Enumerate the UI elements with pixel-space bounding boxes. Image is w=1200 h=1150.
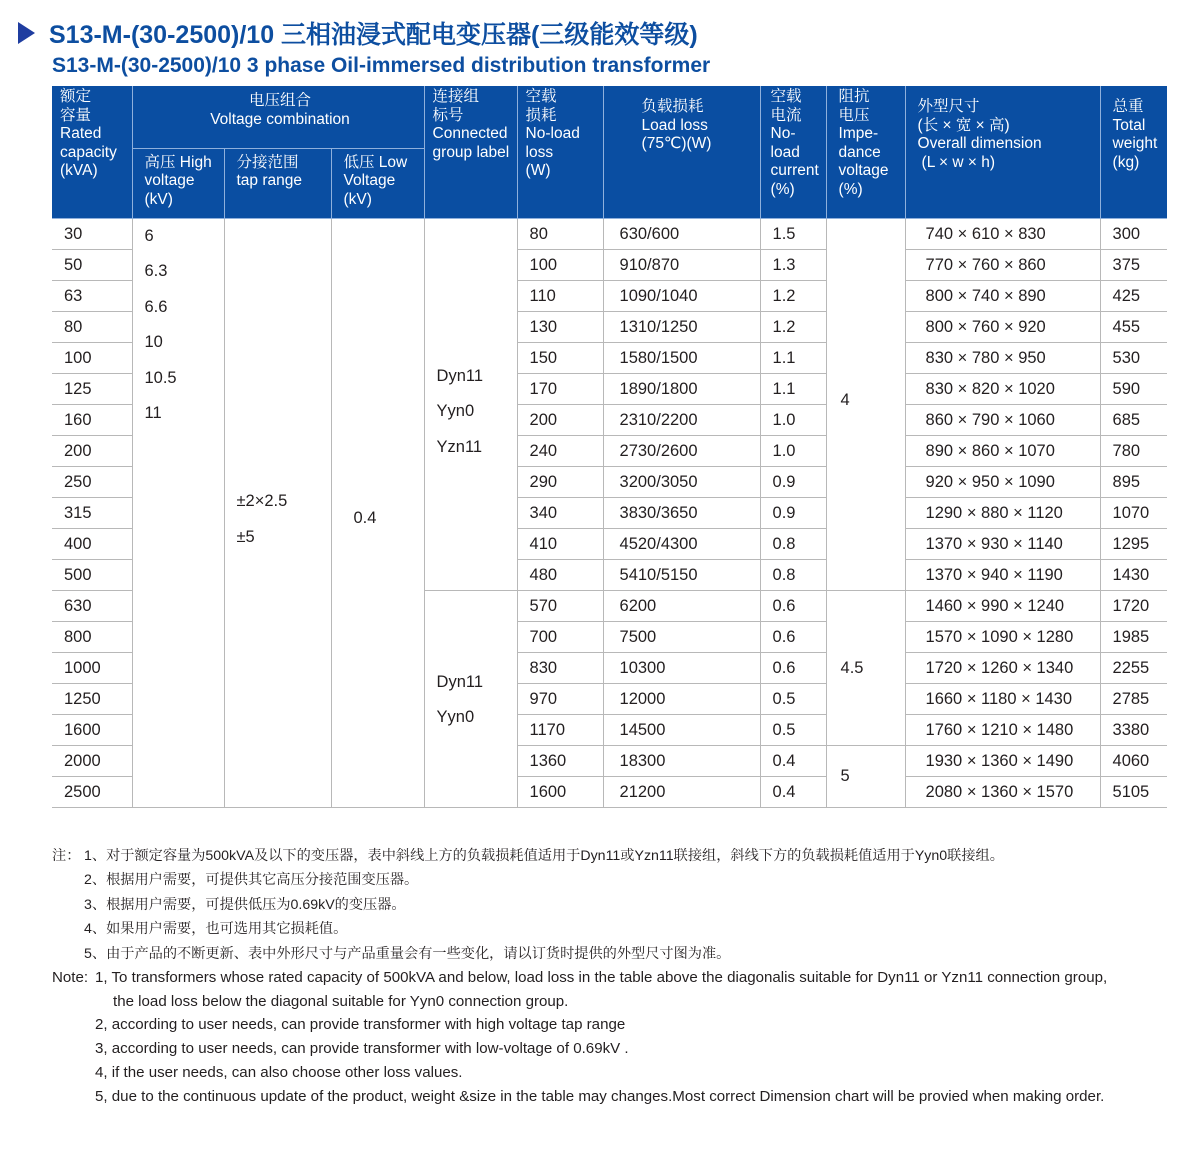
cell-dimension: 770 × 760 × 860 [905, 249, 1100, 280]
cell-weight: 2255 [1100, 652, 1167, 683]
cell-no-load-current: 1.2 [760, 311, 826, 342]
cell-no-load-current: 0.8 [760, 528, 826, 559]
header-voltage-combination [132, 86, 424, 148]
header-text: (kV) [343, 190, 372, 208]
header-text: Rated [60, 125, 102, 142]
cell-impedance: 4.5 [826, 590, 905, 745]
cell-load-loss: 3200/3050 [603, 466, 760, 497]
cell-no-load-current: 1.3 [760, 249, 826, 280]
cell-weight: 375 [1100, 249, 1167, 280]
cell-dimension: 1660 × 1180 × 1430 [905, 683, 1100, 714]
cell-no-load-loss: 100 [517, 249, 603, 280]
cell-no-load-current: 1.1 [760, 373, 826, 404]
cell-dimension: 1930 × 1360 × 1490 [905, 745, 1100, 776]
cell-high-voltage-value: 6.3 [144, 262, 168, 280]
cell-weight: 590 [1100, 373, 1167, 404]
cell-high-voltage-value: 10 [144, 333, 163, 351]
cell-capacity: 80 [52, 311, 132, 342]
cell-dimension: 830 × 820 × 1020 [905, 373, 1100, 404]
cell-tap-range-value: ±2×2.5 [236, 491, 288, 510]
notes-cn [52, 844, 1004, 966]
cell-dimension: 740 × 610 × 830 [905, 218, 1100, 249]
header-text: (75℃)(W) [641, 135, 712, 152]
cell-no-load-loss: 1170 [517, 714, 603, 745]
cell-weight: 895 [1100, 466, 1167, 497]
cell-no-load-loss: 340 [517, 497, 603, 528]
cell-capacity: 400 [52, 528, 132, 559]
cell-no-load-current: 0.5 [760, 714, 826, 745]
header-total-weight [1100, 86, 1167, 218]
cell-high-voltage-value: 11 [144, 404, 162, 422]
cell-high-voltage-value: 6.6 [144, 297, 168, 316]
cell-dimension: 1760 × 1210 × 1480 [905, 714, 1100, 745]
header-connection-group [424, 86, 517, 218]
cell-no-load-current: 1.1 [760, 342, 826, 373]
cell-load-loss: 2310/2200 [603, 404, 760, 435]
cell-capacity: 1000 [52, 652, 132, 683]
cell-load-loss: 630/600 [603, 218, 760, 249]
cell-weight: 1985 [1100, 621, 1167, 652]
notes-cn-prefix: 注： [52, 848, 81, 864]
header-text: Voltage [343, 172, 396, 189]
header-text: 分接范围 [236, 153, 299, 171]
header-text: group label [432, 143, 510, 161]
title-block [14, 18, 710, 80]
cell-dimension: 830 × 780 × 950 [905, 342, 1100, 373]
cell-capacity: 1250 [52, 683, 132, 714]
header-text: 标号 [432, 106, 464, 124]
cell-dimension: 890 × 860 × 1070 [905, 435, 1100, 466]
cell-capacity: 200 [52, 435, 132, 466]
cell-weight: 1295 [1100, 528, 1167, 559]
note-cn-3: 3、根据用户需要，可提供低压为0.69kV的变压器。 [84, 896, 406, 913]
header-rated-capacity [52, 86, 132, 218]
header-text: 总重 [1112, 98, 1144, 115]
notes-en [52, 966, 1107, 1108]
note-cn-1 [52, 844, 1004, 868]
cell-load-loss: 12000 [603, 683, 760, 714]
cell-no-load-loss: 110 [517, 280, 603, 311]
header-text: Overall dimension [917, 135, 1042, 152]
header-text: 连接组 [432, 88, 480, 105]
cell-load-loss: 18300 [603, 745, 760, 776]
cell-no-load-loss: 290 [517, 466, 603, 497]
header-text: weight [1112, 135, 1158, 152]
cell-no-load-current: 0.6 [760, 590, 826, 621]
cell-weight: 1070 [1100, 497, 1167, 528]
header-text: (%) [838, 180, 863, 198]
cell-no-load-current: 1.0 [760, 435, 826, 466]
cell-no-load-loss: 570 [517, 590, 603, 621]
note-cn-5: 5、由于产品的不断更新、表中外形尺寸与产品重量会有一些变化，请以订货时提供的外型尺寸图为准。 [84, 945, 731, 962]
cell-capacity: 630 [52, 590, 132, 621]
header-text: 空载 [770, 88, 802, 105]
cell-weight: 4060 [1100, 745, 1167, 776]
cell-capacity: 125 [52, 373, 132, 404]
cell-no-load-current: 1.0 [760, 404, 826, 435]
cell-no-load-current: 0.6 [760, 652, 826, 683]
header-text: 低压 Low [343, 153, 408, 171]
cell-load-loss: 910/870 [603, 249, 760, 280]
cell-capacity: 1600 [52, 714, 132, 745]
cell-no-load-current: 0.6 [760, 621, 826, 652]
header-text: (kV) [144, 190, 173, 208]
header-text: Voltage combination [210, 110, 350, 128]
header-text: Impe- [838, 125, 879, 142]
header-text: current [770, 162, 819, 179]
cell-capacity: 500 [52, 559, 132, 590]
cell-load-loss: 14500 [603, 714, 760, 745]
header-text: 损耗 [525, 106, 557, 124]
cell-no-load-current: 0.4 [760, 745, 826, 776]
header-text: (W) [525, 162, 551, 179]
cell-high-voltage-value: 6 [144, 226, 154, 245]
cell-capacity: 800 [52, 621, 132, 652]
header-impedance-voltage [826, 86, 905, 218]
cell-capacity: 50 [52, 249, 132, 280]
header-text: (%) [770, 180, 795, 198]
cell-no-load-loss: 700 [517, 621, 603, 652]
header-text: voltage [838, 162, 889, 179]
title-en: S13-M-(30-2500)/10 3 phase Oil-immersed distribution transformer [52, 54, 711, 77]
cell-connection-group-b [424, 590, 517, 807]
cell-load-loss: 4520/4300 [603, 528, 760, 559]
cell-capacity: 2500 [52, 776, 132, 807]
cell-dimension: 800 × 760 × 920 [905, 311, 1100, 342]
cell-no-load-loss: 830 [517, 652, 603, 683]
title-cn: S13-M-(30-2500)/10 三相油浸式配电变压器(三级能效等级) [49, 21, 698, 49]
cell-no-load-loss: 240 [517, 435, 603, 466]
cell-dimension: 1370 × 940 × 1190 [905, 559, 1100, 590]
note-en-4: 4, if the user needs, can also choose other loss values. [95, 1063, 463, 1081]
header-text: voltage [144, 172, 195, 189]
header-text: (L × w × h) [921, 153, 996, 171]
cell-capacity: 250 [52, 466, 132, 497]
cell-load-loss: 6200 [603, 590, 760, 621]
cell-dimension: 1460 × 990 × 1240 [905, 590, 1100, 621]
header-text: 容量 [60, 106, 92, 124]
cell-weight: 530 [1100, 342, 1167, 373]
note-en-5: 5, due to the continuous update of the product, weight &size in the table may changes.Most correct Dimension chart will be provied when making order. [95, 1087, 1105, 1105]
cell-load-loss: 5410/5150 [603, 559, 760, 590]
header-tap-range [224, 148, 331, 218]
cell-load-loss: 10300 [603, 652, 760, 683]
cell-connection-group-a-value: Dyn11 [436, 366, 484, 385]
cell-tap-range-value: ±5 [236, 527, 255, 546]
cell-no-load-loss: 1600 [517, 776, 603, 807]
cell-weight: 455 [1100, 311, 1167, 342]
table-body [52, 218, 1167, 807]
header-text: Total [1112, 116, 1146, 134]
cell-no-load-loss: 170 [517, 373, 603, 404]
cell-low-voltage: 0.4 [331, 218, 424, 807]
cell-connection-group-b-value: Yyn0 [436, 708, 475, 726]
cell-no-load-loss: 1360 [517, 745, 603, 776]
header-text: (kVA) [60, 162, 98, 179]
header-text: (长 × 宽 × 高) [917, 116, 1010, 134]
note-en-1 [52, 966, 1107, 990]
cell-no-load-current: 0.4 [760, 776, 826, 807]
cell-connection-group-a [424, 218, 517, 590]
cell-connection-group-b-value: Dyn11 [436, 672, 484, 691]
cell-weight: 5105 [1100, 776, 1167, 807]
note-cn-4: 4、如果用户需要，也可选用其它损耗值。 [84, 921, 348, 938]
cell-load-loss: 7500 [603, 621, 760, 652]
cell-no-load-current: 0.5 [760, 683, 826, 714]
cell-connection-group-a-value: Yzn11 [436, 437, 483, 456]
cell-weight: 780 [1100, 435, 1167, 466]
header-text: Load loss [641, 116, 708, 134]
cell-capacity: 2000 [52, 745, 132, 776]
header-text: 阻抗 [838, 88, 870, 105]
header-load-loss [603, 86, 760, 218]
cell-no-load-loss: 200 [517, 404, 603, 435]
cell-high-voltage-value: 10.5 [144, 368, 177, 387]
cell-weight: 425 [1100, 280, 1167, 311]
header-text: 外型尺寸 [917, 98, 980, 115]
cell-capacity: 63 [52, 280, 132, 311]
cell-weight: 2785 [1100, 683, 1167, 714]
header-text: dance [838, 143, 881, 161]
header-high-voltage [132, 148, 224, 218]
cell-capacity: 315 [52, 497, 132, 528]
cell-no-load-current: 1.5 [760, 218, 826, 249]
cell-dimension: 2080 × 1360 × 1570 [905, 776, 1100, 807]
note-text: 1、对于额定容量为500kVA及以下的变压器，表中斜线上方的负载损耗值适用于Dyn11或Yzn11联接组，斜线下方的负载损耗值适用于Yyn0联接组。 [84, 848, 1004, 864]
cell-capacity: 30 [52, 218, 132, 249]
cell-impedance: 4 [826, 218, 905, 590]
header-text: 负载损耗 [641, 98, 704, 115]
cell-dimension: 920 × 950 × 1090 [905, 466, 1100, 497]
header-text: No-load [525, 125, 580, 142]
header-text: 电流 [770, 106, 802, 124]
header-text: 高压 High [144, 153, 212, 171]
cell-no-load-current: 1.2 [760, 280, 826, 311]
triangle-right-icon [18, 22, 35, 44]
cell-load-loss: 1580/1500 [603, 342, 760, 373]
spec-table [52, 86, 1167, 808]
title-cn-line [14, 18, 710, 48]
cell-dimension: 1570 × 1090 × 1280 [905, 621, 1100, 652]
cell-no-load-current: 0.9 [760, 497, 826, 528]
note-cn-2: 2、根据用户需要，可提供其它高压分接范围变压器。 [84, 872, 419, 889]
cell-capacity: 160 [52, 404, 132, 435]
header-text: tap range [236, 172, 302, 189]
cell-no-load-loss: 150 [517, 342, 603, 373]
header-text: 电压 [838, 106, 870, 124]
cell-weight: 1720 [1100, 590, 1167, 621]
cell-load-loss: 3830/3650 [603, 497, 760, 528]
cell-no-load-current: 0.9 [760, 466, 826, 497]
cell-impedance: 5 [826, 745, 905, 807]
note-en-3: 3, according to user needs, can provide transformer with low-voltage of 0.69kV . [95, 1040, 629, 1058]
header-text: 额定 [60, 88, 92, 105]
cell-high-voltage [132, 218, 224, 807]
cell-no-load-loss: 130 [517, 311, 603, 342]
cell-load-loss: 1090/1040 [603, 280, 760, 311]
cell-load-loss: 1310/1250 [603, 311, 760, 342]
cell-weight: 685 [1100, 404, 1167, 435]
cell-load-loss: 1890/1800 [603, 373, 760, 404]
notes-en-prefix: Note: [52, 969, 89, 986]
cell-dimension: 1370 × 930 × 1140 [905, 528, 1100, 559]
header-text: (kg) [1112, 153, 1140, 171]
header-overall-dimension [905, 86, 1100, 218]
cell-no-load-loss: 80 [517, 218, 603, 249]
cell-no-load-loss: 970 [517, 683, 603, 714]
table-row [52, 218, 1167, 249]
cell-connection-group-a-value: Yyn0 [436, 402, 475, 420]
cell-weight: 300 [1100, 218, 1167, 249]
header-text: loss [525, 143, 554, 161]
cell-weight: 3380 [1100, 714, 1167, 745]
cell-tap-range [224, 218, 331, 807]
header-text: capacity [60, 143, 117, 161]
note-text: 1, To transformers whose rated capacity of 500kVA and below, load loss in the table above the diagonalis suitable for Dyn11 or Yzn11 connection group, [95, 969, 1108, 986]
note-en-2: 2, according to user needs, can provide transformer with high voltage tap range [95, 1016, 626, 1034]
cell-dimension: 1290 × 880 × 1120 [905, 497, 1100, 528]
note-en-1-cont: the load loss below the diagonal suitable for Yyn0 connection group. [113, 992, 569, 1010]
header-low-voltage [331, 148, 424, 218]
cell-no-load-loss: 410 [517, 528, 603, 559]
cell-capacity: 100 [52, 342, 132, 373]
header-text: 电压组合 [249, 92, 312, 109]
header-no-load-current [760, 86, 826, 218]
header-no-load-loss [517, 86, 603, 218]
header-text: No-load [770, 125, 800, 161]
cell-no-load-current: 0.8 [760, 559, 826, 590]
cell-dimension: 1720 × 1260 × 1340 [905, 652, 1100, 683]
cell-no-load-loss: 480 [517, 559, 603, 590]
cell-dimension: 860 × 790 × 1060 [905, 404, 1100, 435]
cell-weight: 1430 [1100, 559, 1167, 590]
header-text: Connected [432, 125, 508, 142]
cell-load-loss: 2730/2600 [603, 435, 760, 466]
cell-load-loss: 21200 [603, 776, 760, 807]
cell-dimension: 800 × 740 × 890 [905, 280, 1100, 311]
header-text: 空载 [525, 88, 557, 105]
